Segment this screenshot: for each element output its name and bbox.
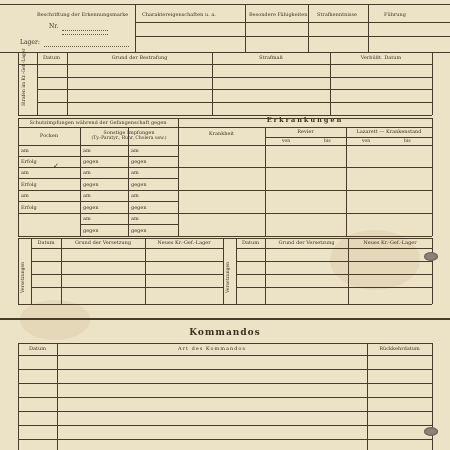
charakter-label: Charaktereigenschaften u. a. <box>142 12 216 18</box>
revier-von: von <box>282 139 291 144</box>
strafen-datum-header: Datum <box>43 55 60 61</box>
strafen-grund-header: Grund der Bestrafung <box>111 55 168 61</box>
schutz-cell: am <box>131 193 139 199</box>
schutz-cell: am <box>83 170 91 176</box>
kommandos-title: Kommandos <box>189 328 261 338</box>
versetzungen-datum-right: Datum <box>242 240 259 246</box>
schutz-cell: gegen <box>83 182 99 188</box>
versetzungen-neues-left: Neues Kr.-Gef.-Lager <box>157 240 211 246</box>
strafkenntnisse-label: Strafkenntnisse <box>317 12 358 18</box>
fuehrung-label: Führung <box>384 12 406 18</box>
versetzungen-grund-right: Grund der Versetzung <box>278 240 335 246</box>
nr-field-second-line <box>62 34 108 35</box>
paper-stain <box>330 230 420 290</box>
schutz-cell: Erfolg <box>21 182 37 188</box>
sonstige-header-1: Sonstige Impfungen <box>103 130 155 136</box>
schutz-header: Schutzimpfungen während der Gefangenschaft gegen <box>29 120 167 126</box>
schutz-cell: Erfolg <box>21 159 37 165</box>
sonstige-header-2: (Ty.-Paratyr., Ruhr, Cholera usw.) <box>91 136 167 141</box>
schutz-cell: am <box>83 216 91 222</box>
lager-field <box>44 46 129 47</box>
revier-header: Revier <box>297 129 314 135</box>
kommandos-datum-header: Datum <box>29 346 46 352</box>
schutz-cell: Erfolg <box>21 205 37 211</box>
krankheit-header: Krankheit <box>208 131 235 137</box>
schutz-cell: gegen <box>131 159 147 165</box>
schutz-cell: am <box>83 193 91 199</box>
schutz-cell: am <box>21 148 29 154</box>
punch-hole <box>424 252 438 261</box>
strafen-side-label: Strafen im Kr.-Gef.-Lager <box>22 48 27 106</box>
revier-bis: bis <box>324 139 331 144</box>
versetzungen-side-label-right: Versetzungen <box>226 261 231 293</box>
versetzungen-grund-left: Grund der Versetzung <box>74 240 132 246</box>
pocken-header: Pocken <box>39 133 59 139</box>
schutz-cell: am <box>21 170 29 176</box>
schutz-cell: gegen <box>131 182 147 188</box>
schutz-cell: gegen <box>131 228 147 234</box>
beschriftung-label: Beschriftung der Erkennungsmarke <box>37 12 129 18</box>
erkrankungen-header: Erkrankungen <box>266 116 344 124</box>
lazarett-von: von <box>362 139 371 144</box>
versetzungen-neues-right: Neues Kr.-Gef.-Lager <box>363 240 417 246</box>
schutz-cell: gegen <box>83 228 99 234</box>
schutz-cell: am <box>83 148 91 154</box>
schutz-cell: gegen <box>83 205 99 211</box>
nr-label: Nr. <box>49 23 59 30</box>
lager-label: Lager: <box>20 39 40 46</box>
punch-hole <box>424 427 438 436</box>
schutz-cell: gegen <box>131 205 147 211</box>
lazarett-header: Lazarett — Krankenstand <box>356 129 422 135</box>
kommandos-rueckkehr-header: Rückkehrdatum <box>379 346 420 352</box>
kommandos-art-header: Art des Kommandos <box>178 346 246 352</box>
versetzungen-datum-left: Datum <box>37 240 55 246</box>
lazarett-bis: bis <box>404 139 411 144</box>
schutz-cell: am <box>131 170 139 176</box>
versetzungen-side-label-left: Versetzungen <box>21 261 26 293</box>
fold-line <box>0 318 450 320</box>
schutz-cell: gegen <box>83 159 99 165</box>
schutz-cell: am <box>131 148 139 154</box>
strafen-strafmass-header: Strafmaß <box>259 55 283 61</box>
schutz-cell: am <box>21 193 29 199</box>
pencil-mark: ✓ <box>53 162 59 170</box>
faehigkeiten-label: Besondere Fähigkeiten <box>249 12 308 18</box>
strafen-verbuesst-header: Verbüßt. Datum <box>360 55 402 61</box>
nr-field <box>62 30 108 31</box>
schutz-cell: am <box>131 216 139 222</box>
